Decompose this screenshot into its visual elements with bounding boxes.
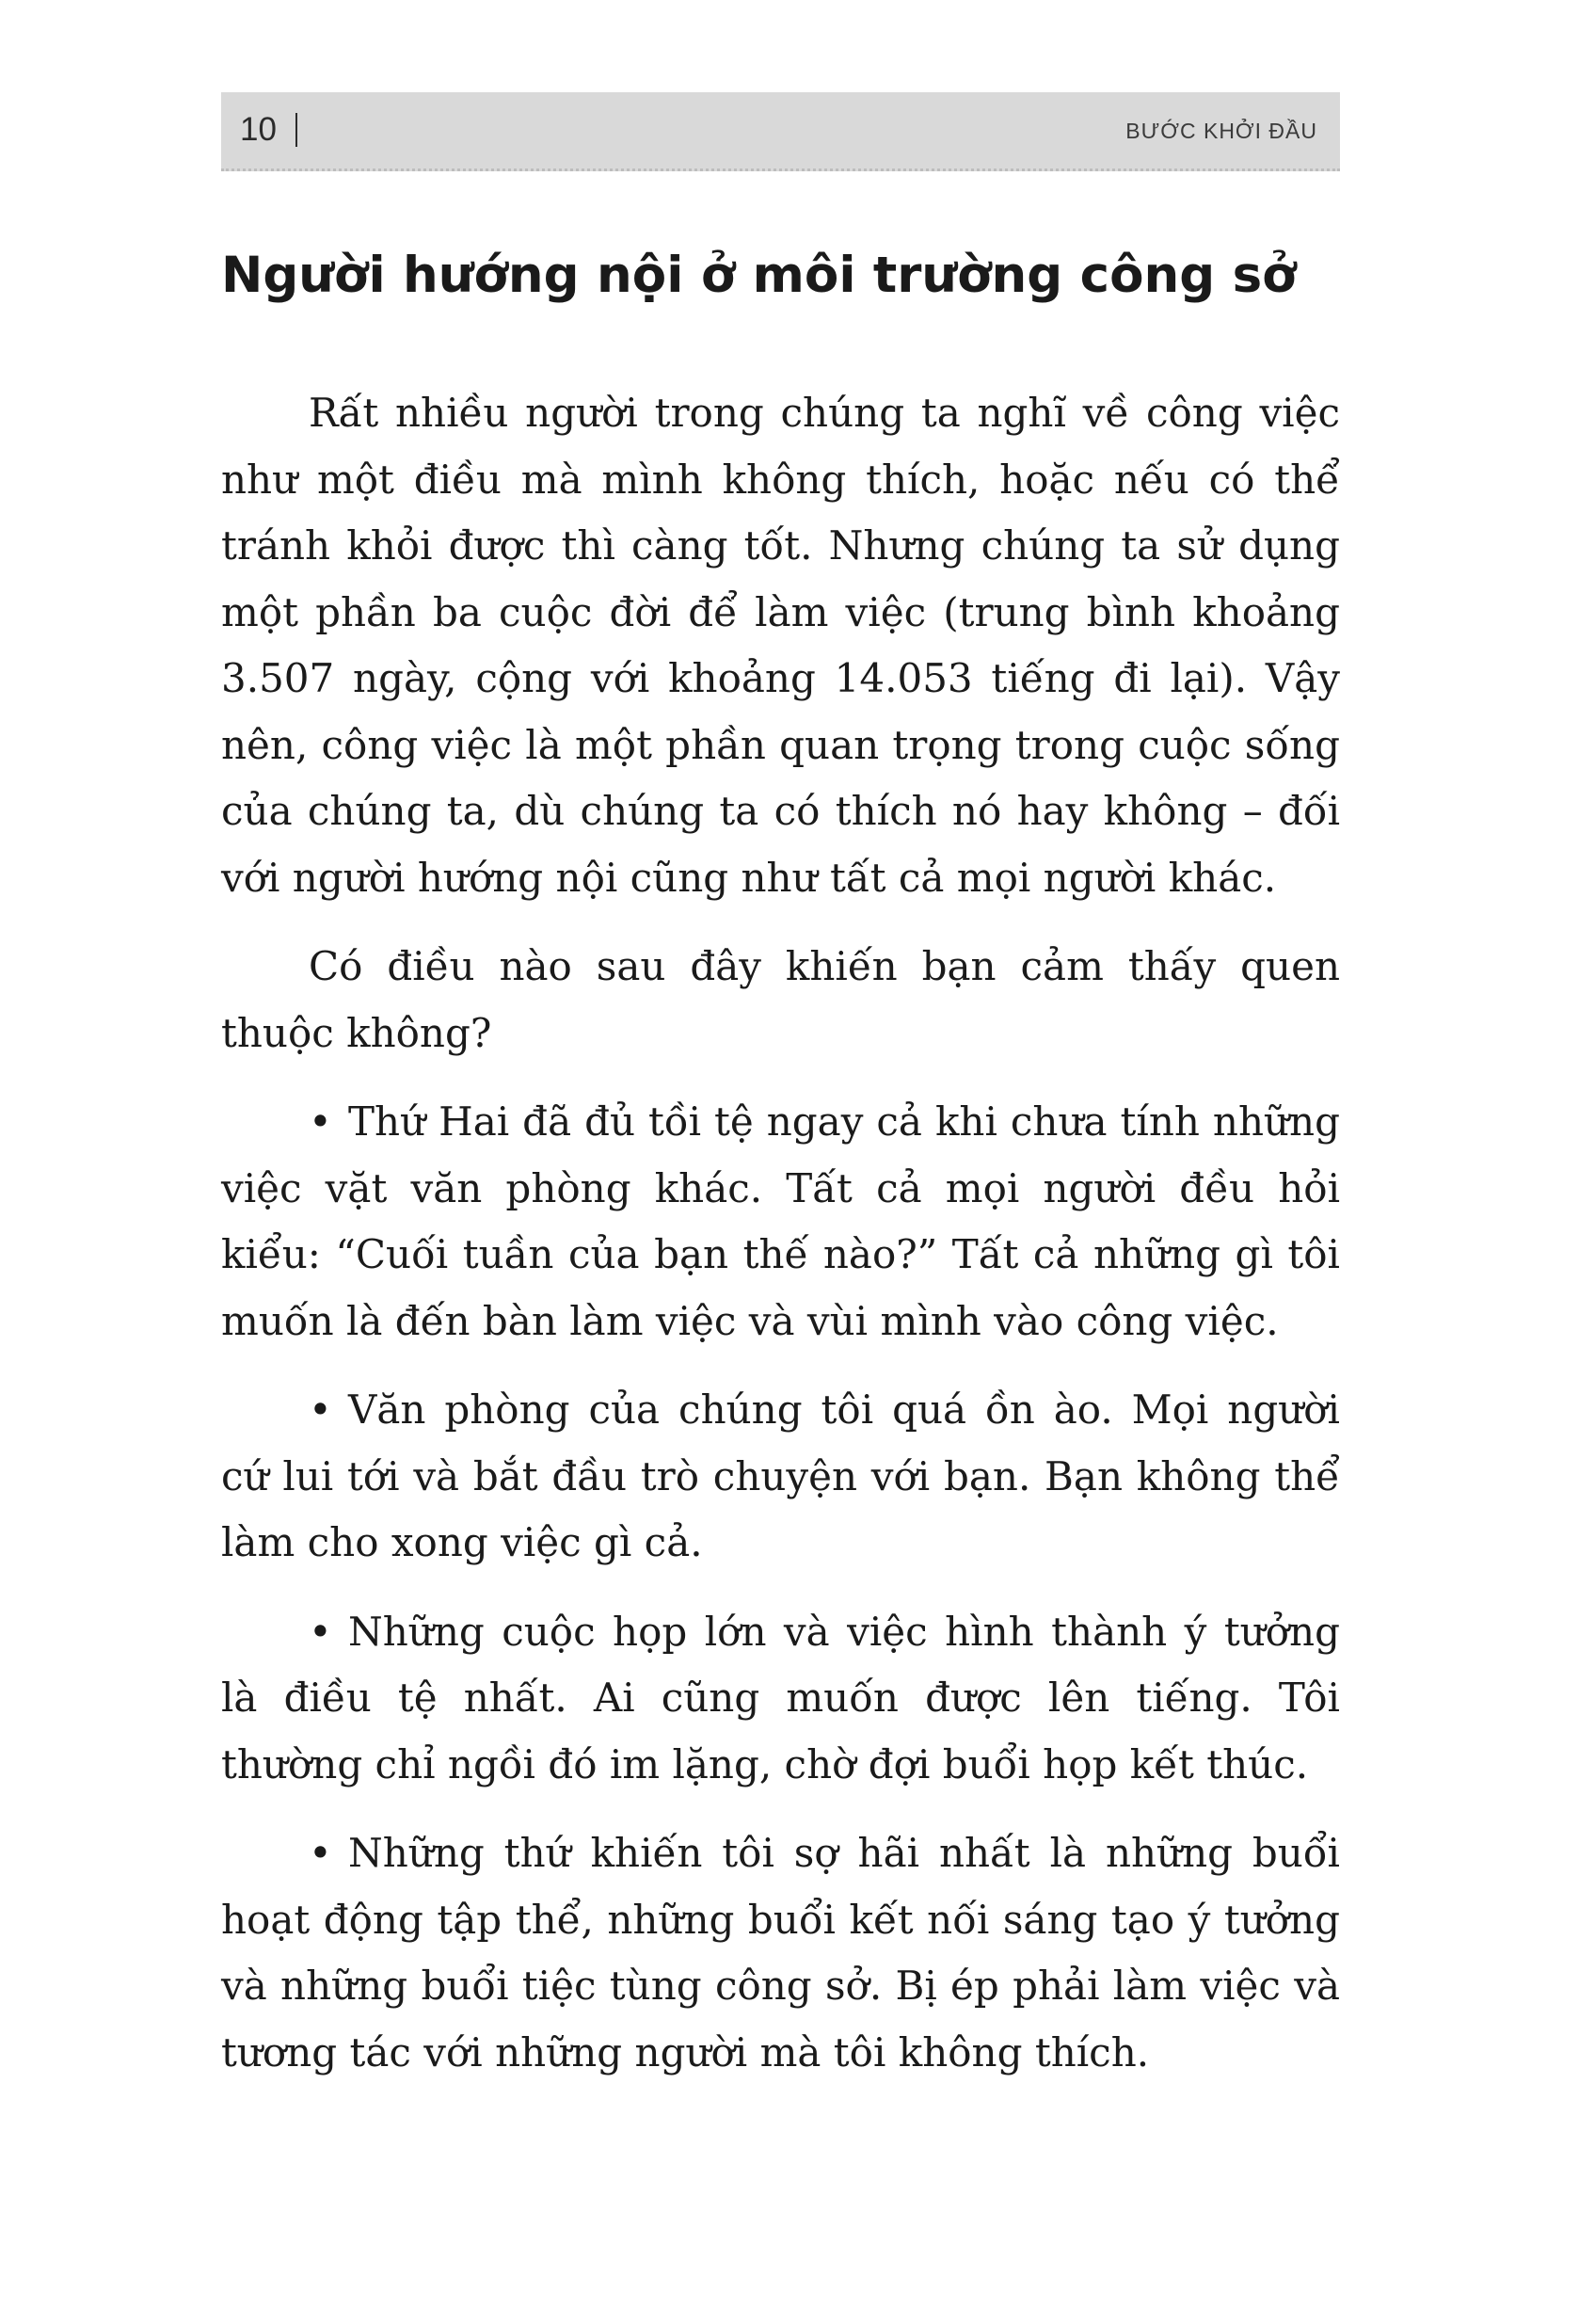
body-text — [221, 380, 1340, 2108]
bullet-dot: • — [309, 1098, 332, 1145]
paragraph-question: Có điều nào sau đây khiến bạn cảm thấy quen thuộc không? — [221, 943, 1340, 1056]
bullet-dot: • — [309, 1608, 332, 1655]
bullet-item — [221, 1820, 1340, 2086]
bullet-item — [221, 1599, 1340, 1799]
bullet-item — [221, 1377, 1340, 1577]
running-header — [221, 92, 1340, 171]
paragraph-intro: Rất nhiều người trong chúng ta nghĩ về công việc như một điều mà mình không thích, hoặc nếu có thể tránh khỏi được thì càng tốt. Nhưng chúng ta sử dụng một phần ba cuộc đời để làm việc (trung bình khoảng 3.507 ngày, cộng với khoảng 14.053 tiếng đi lại). Vậy nên, công việc là một phần quan trọng trong cuộc sống của chúng ta, dù chúng ta có thích nó hay không – đối với người hướng nội cũng như tất cả mọi người khác. — [221, 390, 1340, 901]
bullet-text: Văn phòng của chúng tôi quá ồn ào. Mọi người cứ lui tới và bắt đầu trò chuyện với bạn. Bạn không thể làm cho xong việc gì cả. — [221, 1386, 1340, 1565]
bullet-text: Thứ Hai đã đủ tồi tệ ngay cả khi chưa tính những việc vặt văn phòng khác. Tất cả mọi người đều hỏi kiểu: “Cuối tuần của bạn thế nào?” Tất cả những gì tôi muốn là đến bàn làm việc và vùi mình vào công việc. — [221, 1098, 1340, 1344]
bullet-dot: • — [309, 1386, 332, 1433]
header-divider — [295, 113, 297, 147]
chapter-title: Người hướng nội ở môi trường công sở — [221, 247, 1297, 304]
bullet-item — [221, 1089, 1340, 1354]
running-title: BƯỚC KHỞI ĐẦU — [1125, 119, 1317, 143]
page-number: 10 — [240, 111, 277, 148]
bullet-text: Những cuộc họp lớn và việc hình thành ý tưởng là điều tệ nhất. Ai cũng muốn được lên tiếng. Tôi thường chỉ ngồi đó im lặng, chờ đợi buổi họp kết thúc. — [221, 1608, 1340, 1787]
bullet-dot: • — [309, 1830, 332, 1876]
bullet-text: Những thứ khiến tôi sợ hãi nhất là những buổi hoạt động tập thể, những buổi kết nối sáng tạo ý tưởng và những buổi tiệc tùng công sở. Bị ép phải làm việc và tương tác với những người mà tôi không thích. — [221, 1830, 1340, 2076]
